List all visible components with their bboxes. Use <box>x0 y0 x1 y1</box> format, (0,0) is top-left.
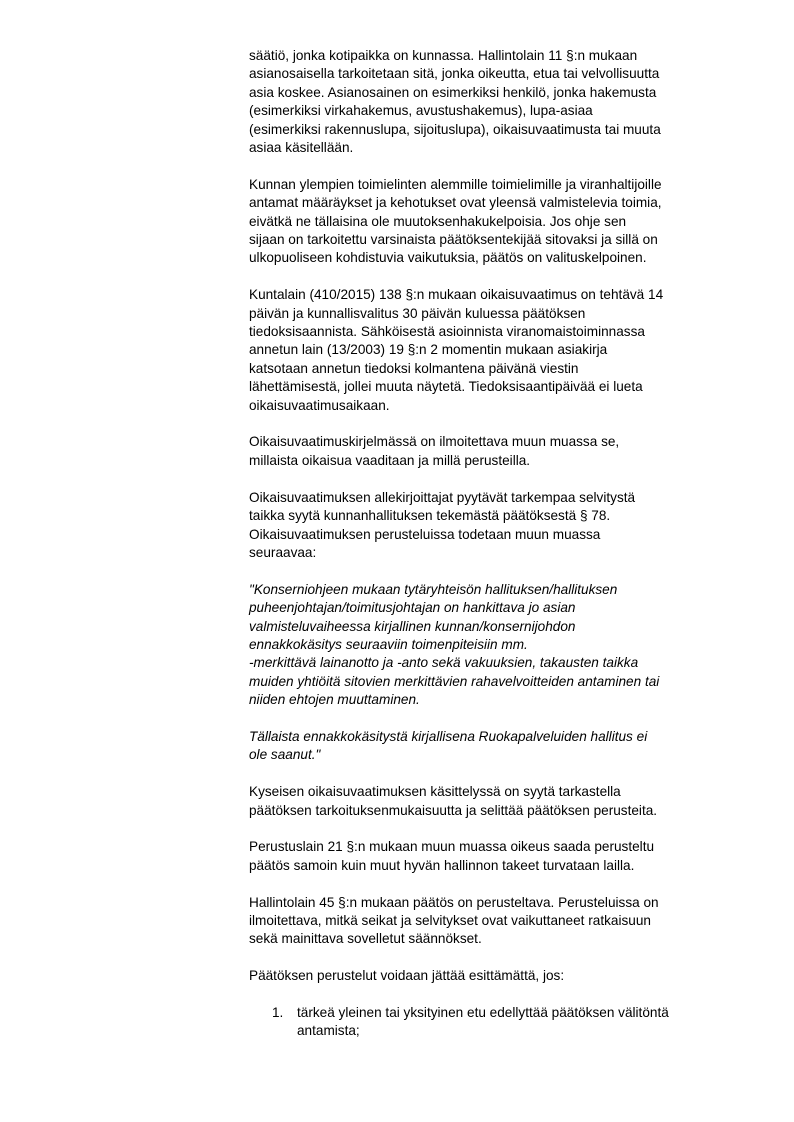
paragraph-oikaisuvaatimuskirjelma: Oikaisuvaatimuskirjelmässä on ilmoitettava muun muassa se, millaista oikaisua vaaditaan ja millä perusteilla. <box>249 434 620 468</box>
quote-konserniohje: "Konserniohjeen mukaan tytäryhteisön hallituksen/hallituksen puheenjohtajan/toimitusjohtajan on hankittava jo asian valmisteluvaiheessa kirjallinen kunnan/konsernijohdon ennakkokäsitys seuraaviin toimenpiteisiin mm. -merkittävä lainanotto ja -anto sekä vakuuksien, takausten taikka muiden yhtiöitä sitovien merkittävien rahavelvoitteiden antaminen tai niiden ehtojen muuttaminen. <box>249 581 660 708</box>
paragraph-asianosainen: säätiö, jonka kotipaikka on kunnassa. Hallintolain 11 §:n mukaan asianosaisella tarkoitetaan sitä, jonka oikeutta, etua tai velvollisuutta asia koskee. Asianosainen on esimerkiksi henkilö, jonka hakemusta (esimerkiksi virkahakemus, avustushakemus), lupa-asiaa (esimerkiksi rakennuslupa, sijoituslupa), oikaisuvaatimusta tai muuta asiaa käsitellään. <box>249 48 661 156</box>
quote-ennakkokasitys: Tällaista ennakkokäsitystä kirjallisena Ruokapalveluiden hallitus ei ole saanut." <box>249 728 648 763</box>
list-item <box>249 1004 749 1041</box>
paragraph-allekirjoittajat: Oikaisuvaatimuksen allekirjoittajat pyytävät tarkempaa selvitystä taikka syytä kunnanhallituksen tekemästä päätöksestä § 78. Oikaisuvaatimuksen perusteluissa todetaan muun muassa seuraavaa: <box>249 489 636 560</box>
document-page <box>249 47 749 1041</box>
paragraph-perustuslaki: Perustuslain 21 §:n mukaan muun muassa oikeus saada perusteltu päätös samoin kuin muut hyvän hallinnon takeet turvataan lailla. <box>249 839 655 873</box>
paragraph-kuntalaki-maaraika: Kuntalain (410/2015) 138 §:n mukaan oikaisuvaatimus on tehtävä 14 päivän ja kunnallisvalitus 30 päivän kuluessa päätöksen tiedoksisaannista. Sähköisestä asioinnista viranomaistoiminnassa annetun lain (13/2003) 19 §:n 2 momentin mukaan asiakirja katsotaan annetun tiedoksi kolmantena päivänä viestin lähettämisestä, jollei muuta näytetä. Tiedoksisaantipäivää ei lueta oikaisuvaatimusaikaan. <box>249 287 664 413</box>
list-item-number: 1. <box>272 1004 284 1020</box>
list-item-text: tärkeä yleinen tai yksityinen etu edellyttää päätöksen välitöntä antamista; <box>297 1004 669 1039</box>
paragraph-hallintolaki: Hallintolain 45 §:n mukaan päätös on perusteltava. Perusteluissa on ilmoitettava, mitkä seikat ja selvitykset ovat vaikuttaneet ratkaisuun sekä mainittava sovelletut säännökset. <box>249 894 659 947</box>
paragraph-maaraykset: Kunnan ylempien toimielinten alemmille toimielimille ja viranhaltijoille antamat määräykset ja kehotukset ovat yleensä valmistelevia toimia, eivätkä ne tällaisina ole muutoksenhakukelpoisia. Jos ohje sen sijaan on tarkoitettu varsinaista päätöksentekijää sitovaksi ja sillä on ulkopuoliseen kohdistuvia vaikutuksia, päätös on valituskelpoinen. <box>249 176 662 266</box>
paragraph-kasittely: Kyseisen oikaisuvaatimuksen käsittelyssä on syytä tarkastella päätöksen tarkoituksenmukaisuutta ja selittää päätöksen perusteita. <box>249 784 658 818</box>
paragraph-perustelut-esittamatta: Päätöksen perustelut voidaan jättää esittämättä, jos: <box>249 968 565 984</box>
